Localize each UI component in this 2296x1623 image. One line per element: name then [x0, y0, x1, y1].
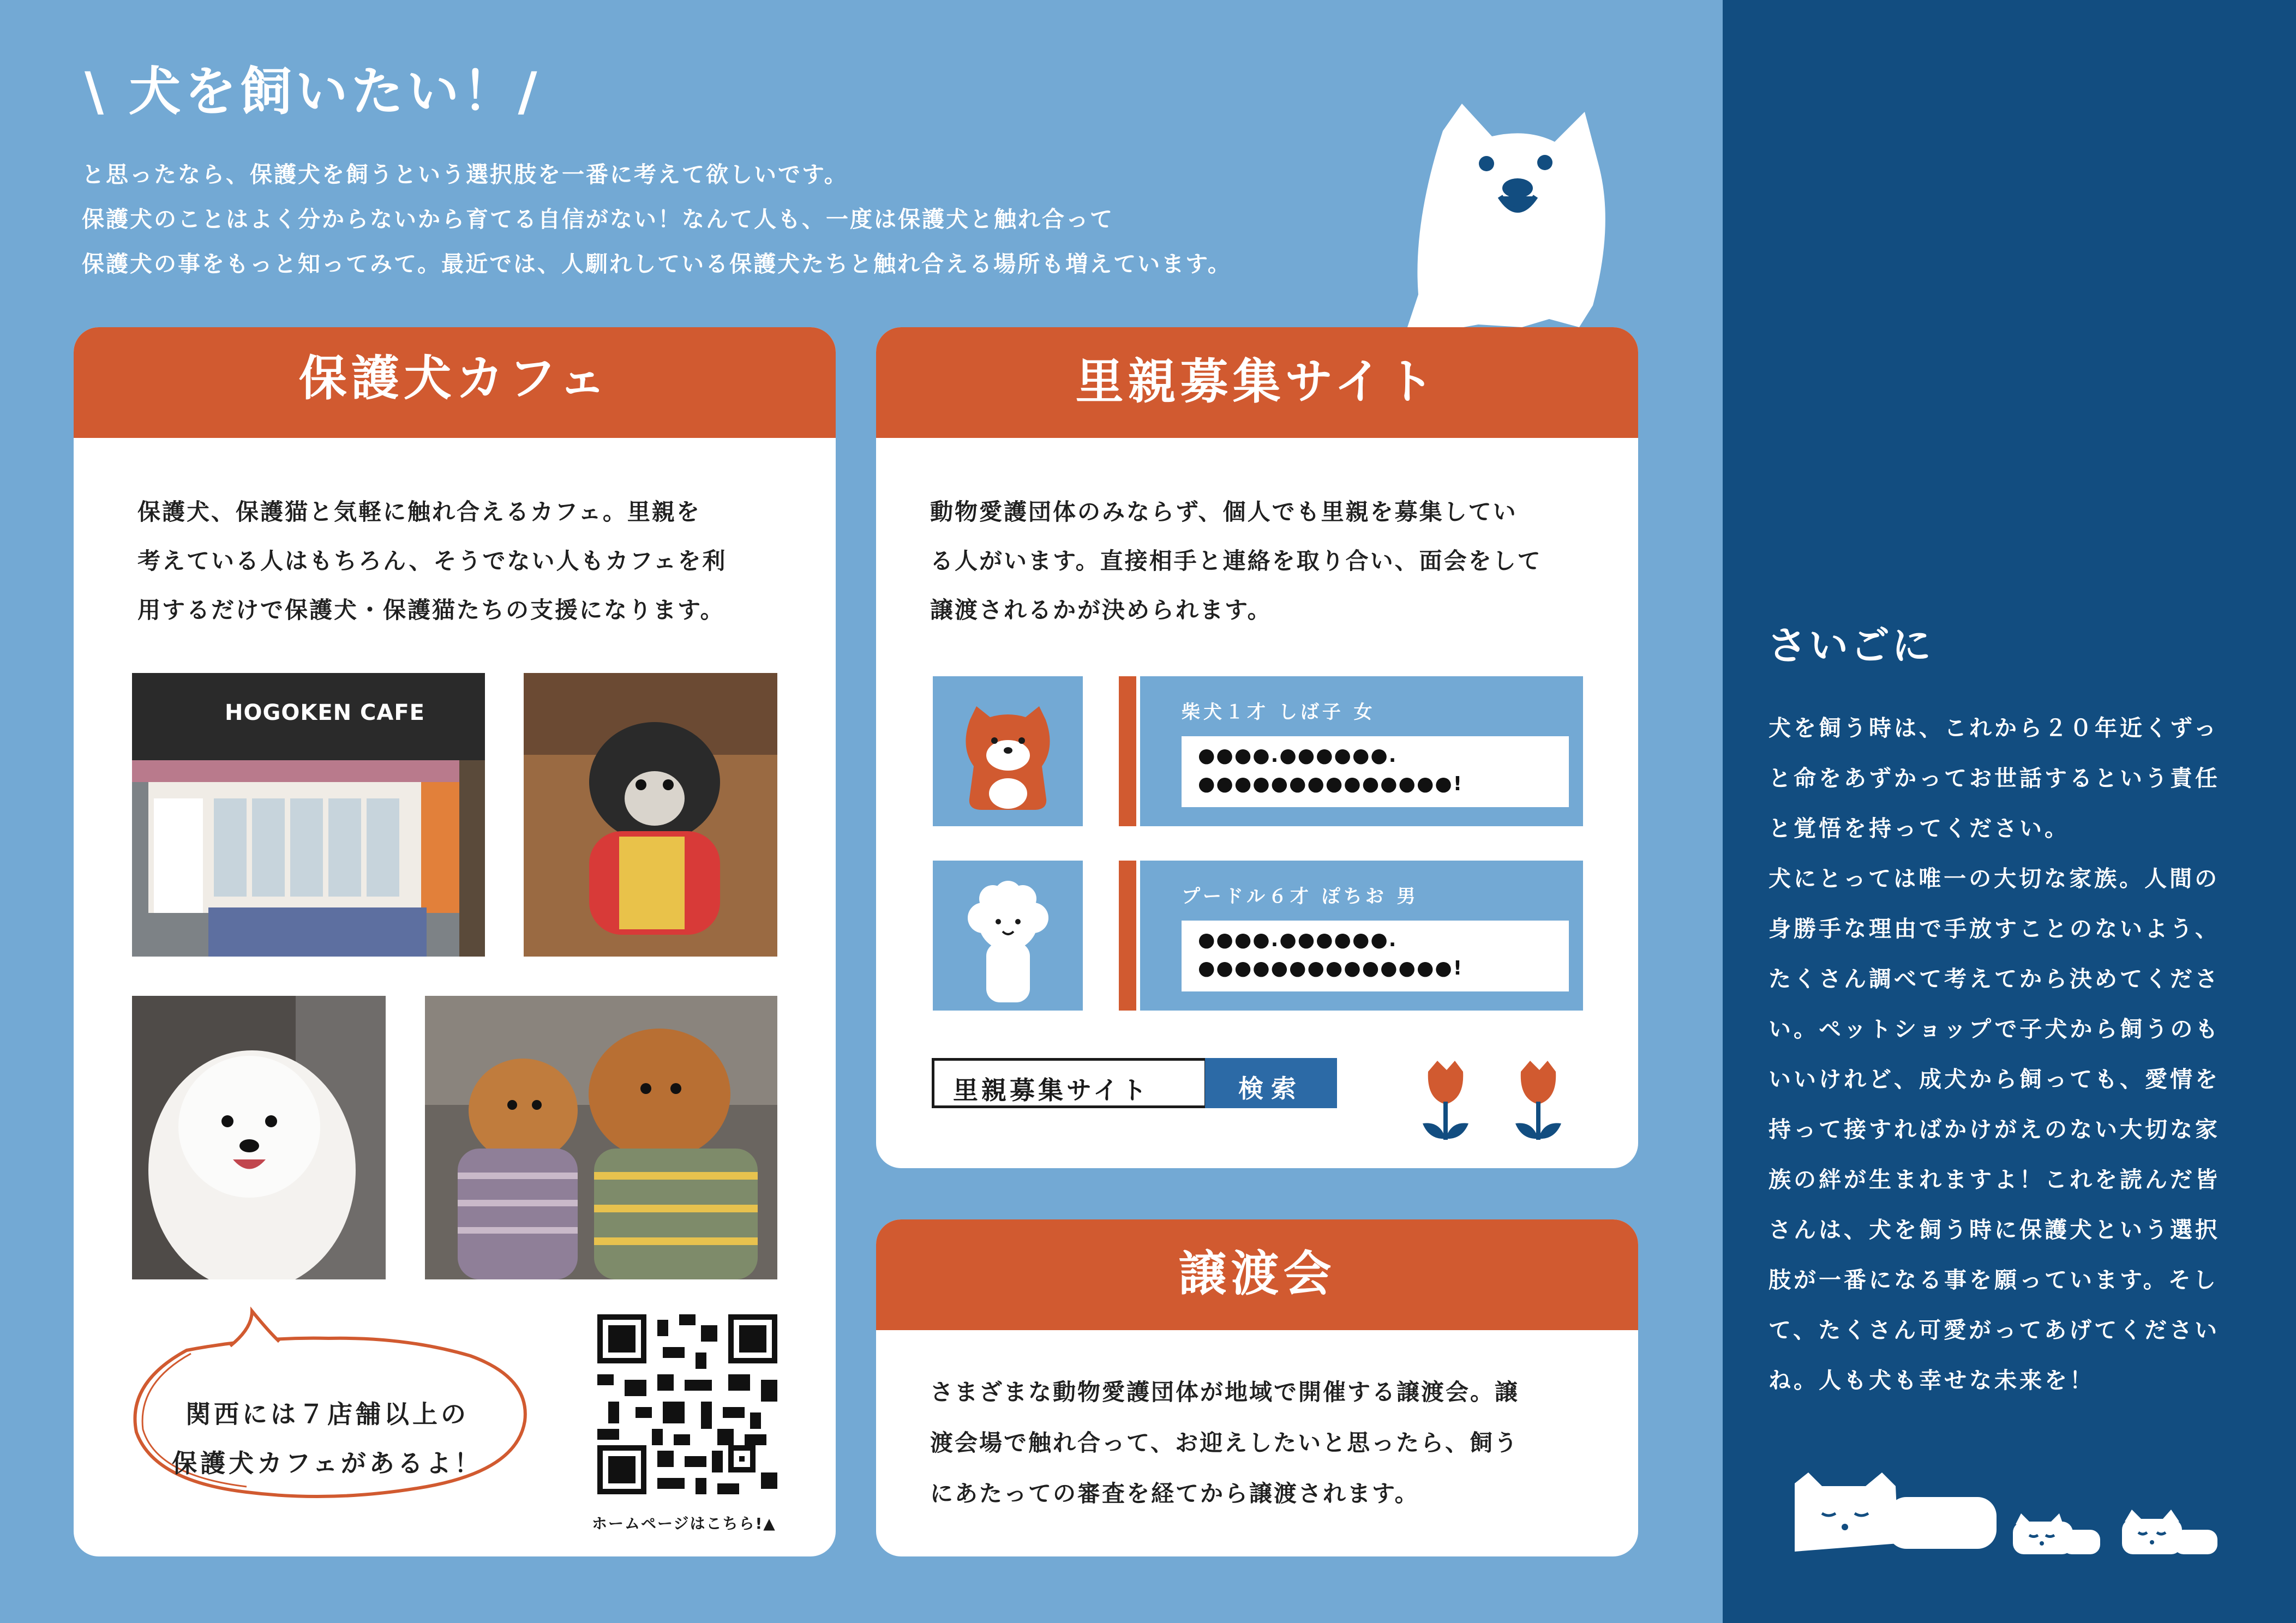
closing-line-13: て、たくさん可愛がってあげてください: [1769, 1317, 2220, 1343]
listing-1-line-2: ●●●●●●●●●●●●●●!: [1198, 773, 1464, 795]
shop-sign-text: HOGOKEN CAFE: [225, 700, 425, 725]
cafe-card-header: [74, 327, 836, 438]
closing-title: さいごに: [1767, 623, 1934, 669]
cafe-body-line-3: 用するだけで保護犬・保護猫たちの支援になります。: [137, 597, 725, 623]
shiba-thumbnail[interactable]: [933, 676, 1083, 826]
intro-line-2: 保護犬のことはよく分からないから育てる自信がない！なんて人も、一度は保護犬と触れ合って: [82, 206, 1114, 232]
qr-caption: ホームページはこちら!▲: [592, 1514, 776, 1532]
bubble-text: [131, 1390, 524, 1488]
cafe-body-line-2: 考えている人はもちろん、そうでない人もカフェを利: [137, 548, 727, 574]
satooya-body-line-3: 譲渡されるかが決められます。: [930, 597, 1272, 623]
jouto-body-line-1: さまざまな動物愛護団体が地域で開催する譲渡会。譲: [930, 1379, 1520, 1405]
page-title: \ 犬を飼いたい！/: [85, 61, 541, 122]
closing-line-14: ね。人も犬も幸せな未来を！: [1769, 1367, 2095, 1393]
intro-line-1: と思ったなら、保護犬を飼うという選択肢を一番に考えて欲しいです。: [82, 161, 848, 188]
listing-2-label: プードル６才 ぽちお 男: [1182, 886, 1419, 907]
closing-line-1: 犬を飼う時は、これから２０年近くずっ: [1769, 715, 2219, 741]
closing-line-8: いいけれど、成犬から飼っても、愛情を: [1769, 1066, 2220, 1092]
listing-2-line-2: ●●●●●●●●●●●●●●!: [1198, 957, 1464, 979]
listing-1-label: 柴犬１才 しば子 女: [1182, 701, 1376, 723]
tulips-illustration: [1418, 1058, 1593, 1151]
closing-line-7: い。ペットショップで子犬から飼うのも: [1769, 1016, 2221, 1042]
jouto-card-title: 譲渡会: [1178, 1246, 1336, 1302]
poodle-thumbnail[interactable]: [933, 861, 1083, 1011]
cafe-body-line-1: 保護犬、保護猫と気軽に触れ合えるカフェ。里親を: [137, 498, 701, 525]
satooya-body-line-1: 動物愛護団体のみならず、個人でも里親を募集してい: [930, 498, 1518, 525]
listing-2-card[interactable]: [1140, 861, 1583, 1011]
cafe-storefront-photo: [132, 673, 485, 957]
satooya-body-line-2: る人がいます。直接相手と連絡を取り合い、面会をして: [930, 548, 1542, 574]
search-input[interactable]: 里親募集サイト: [932, 1058, 1207, 1108]
listing-1-accent-bar: [1119, 676, 1136, 826]
listing-1-text-box: [1182, 736, 1569, 807]
satooya-card-header: [876, 327, 1638, 438]
qr-code[interactable]: [597, 1314, 777, 1494]
white-dog-illustration: [1396, 98, 1626, 333]
dachshunds-photo: [425, 996, 777, 1279]
jouto-body-line-2: 渡会場で触れ合って、お迎えしたいと思ったら、飼う: [930, 1429, 1519, 1456]
closing-line-3: と覚悟を持ってください。: [1769, 815, 2070, 841]
listing-2-text-box: [1182, 921, 1569, 991]
poodle-icon: [933, 861, 1083, 1011]
closing-line-4: 犬にとっては唯一の大切な家族。人間の: [1769, 865, 2220, 892]
closing-line-5: 身勝手な理由で手放すことのないよう、: [1769, 916, 2220, 942]
closing-line-12: 肢が一番になる事を願っています。そし: [1769, 1267, 2219, 1293]
shiba-icon: [933, 676, 1083, 826]
jouto-body-line-3: にあたっての審査を経てから譲渡されます。: [930, 1480, 1419, 1507]
jouto-card-header: [876, 1219, 1638, 1330]
cafe-card-title: 保護犬カフェ: [298, 350, 611, 406]
listing-2-line-1: ●●●●.●●●●●●.: [1198, 929, 1398, 951]
sleeping-dogs-illustration: [1784, 1462, 2237, 1560]
closing-line-10: 族の絆が生まれますよ！これを読んだ皆: [1769, 1167, 2220, 1193]
search-button[interactable]: 検索: [1205, 1058, 1337, 1108]
listing-1-card[interactable]: [1140, 676, 1583, 826]
closing-line-11: さんは、犬を飼う時に保護犬という選択: [1769, 1217, 2220, 1243]
intro-line-3: 保護犬の事をもっと知ってみて。最近では、人馴れしている保護犬たちと触れ合える場所も増えています。: [82, 251, 1232, 277]
black-dog-photo: [524, 673, 777, 957]
closing-line-6: たくさん調べて考えてから決めてくださ: [1769, 966, 2220, 992]
listing-1-line-1: ●●●●.●●●●●●.: [1198, 744, 1398, 767]
white-dog-photo: [132, 996, 386, 1279]
listing-2-accent-bar: [1119, 861, 1136, 1011]
satooya-card-title: 里親募集サイト: [1075, 353, 1439, 410]
closing-line-9: 持って接すればかけがえのない大切な家: [1769, 1116, 2220, 1143]
bubble-line-2: 保護犬カフェがあるよ！: [172, 1448, 483, 1478]
bubble-line-1: 関西には７店舗以上の: [185, 1399, 469, 1429]
closing-line-2: と命をあずかってお世話するという責任: [1769, 765, 2220, 791]
